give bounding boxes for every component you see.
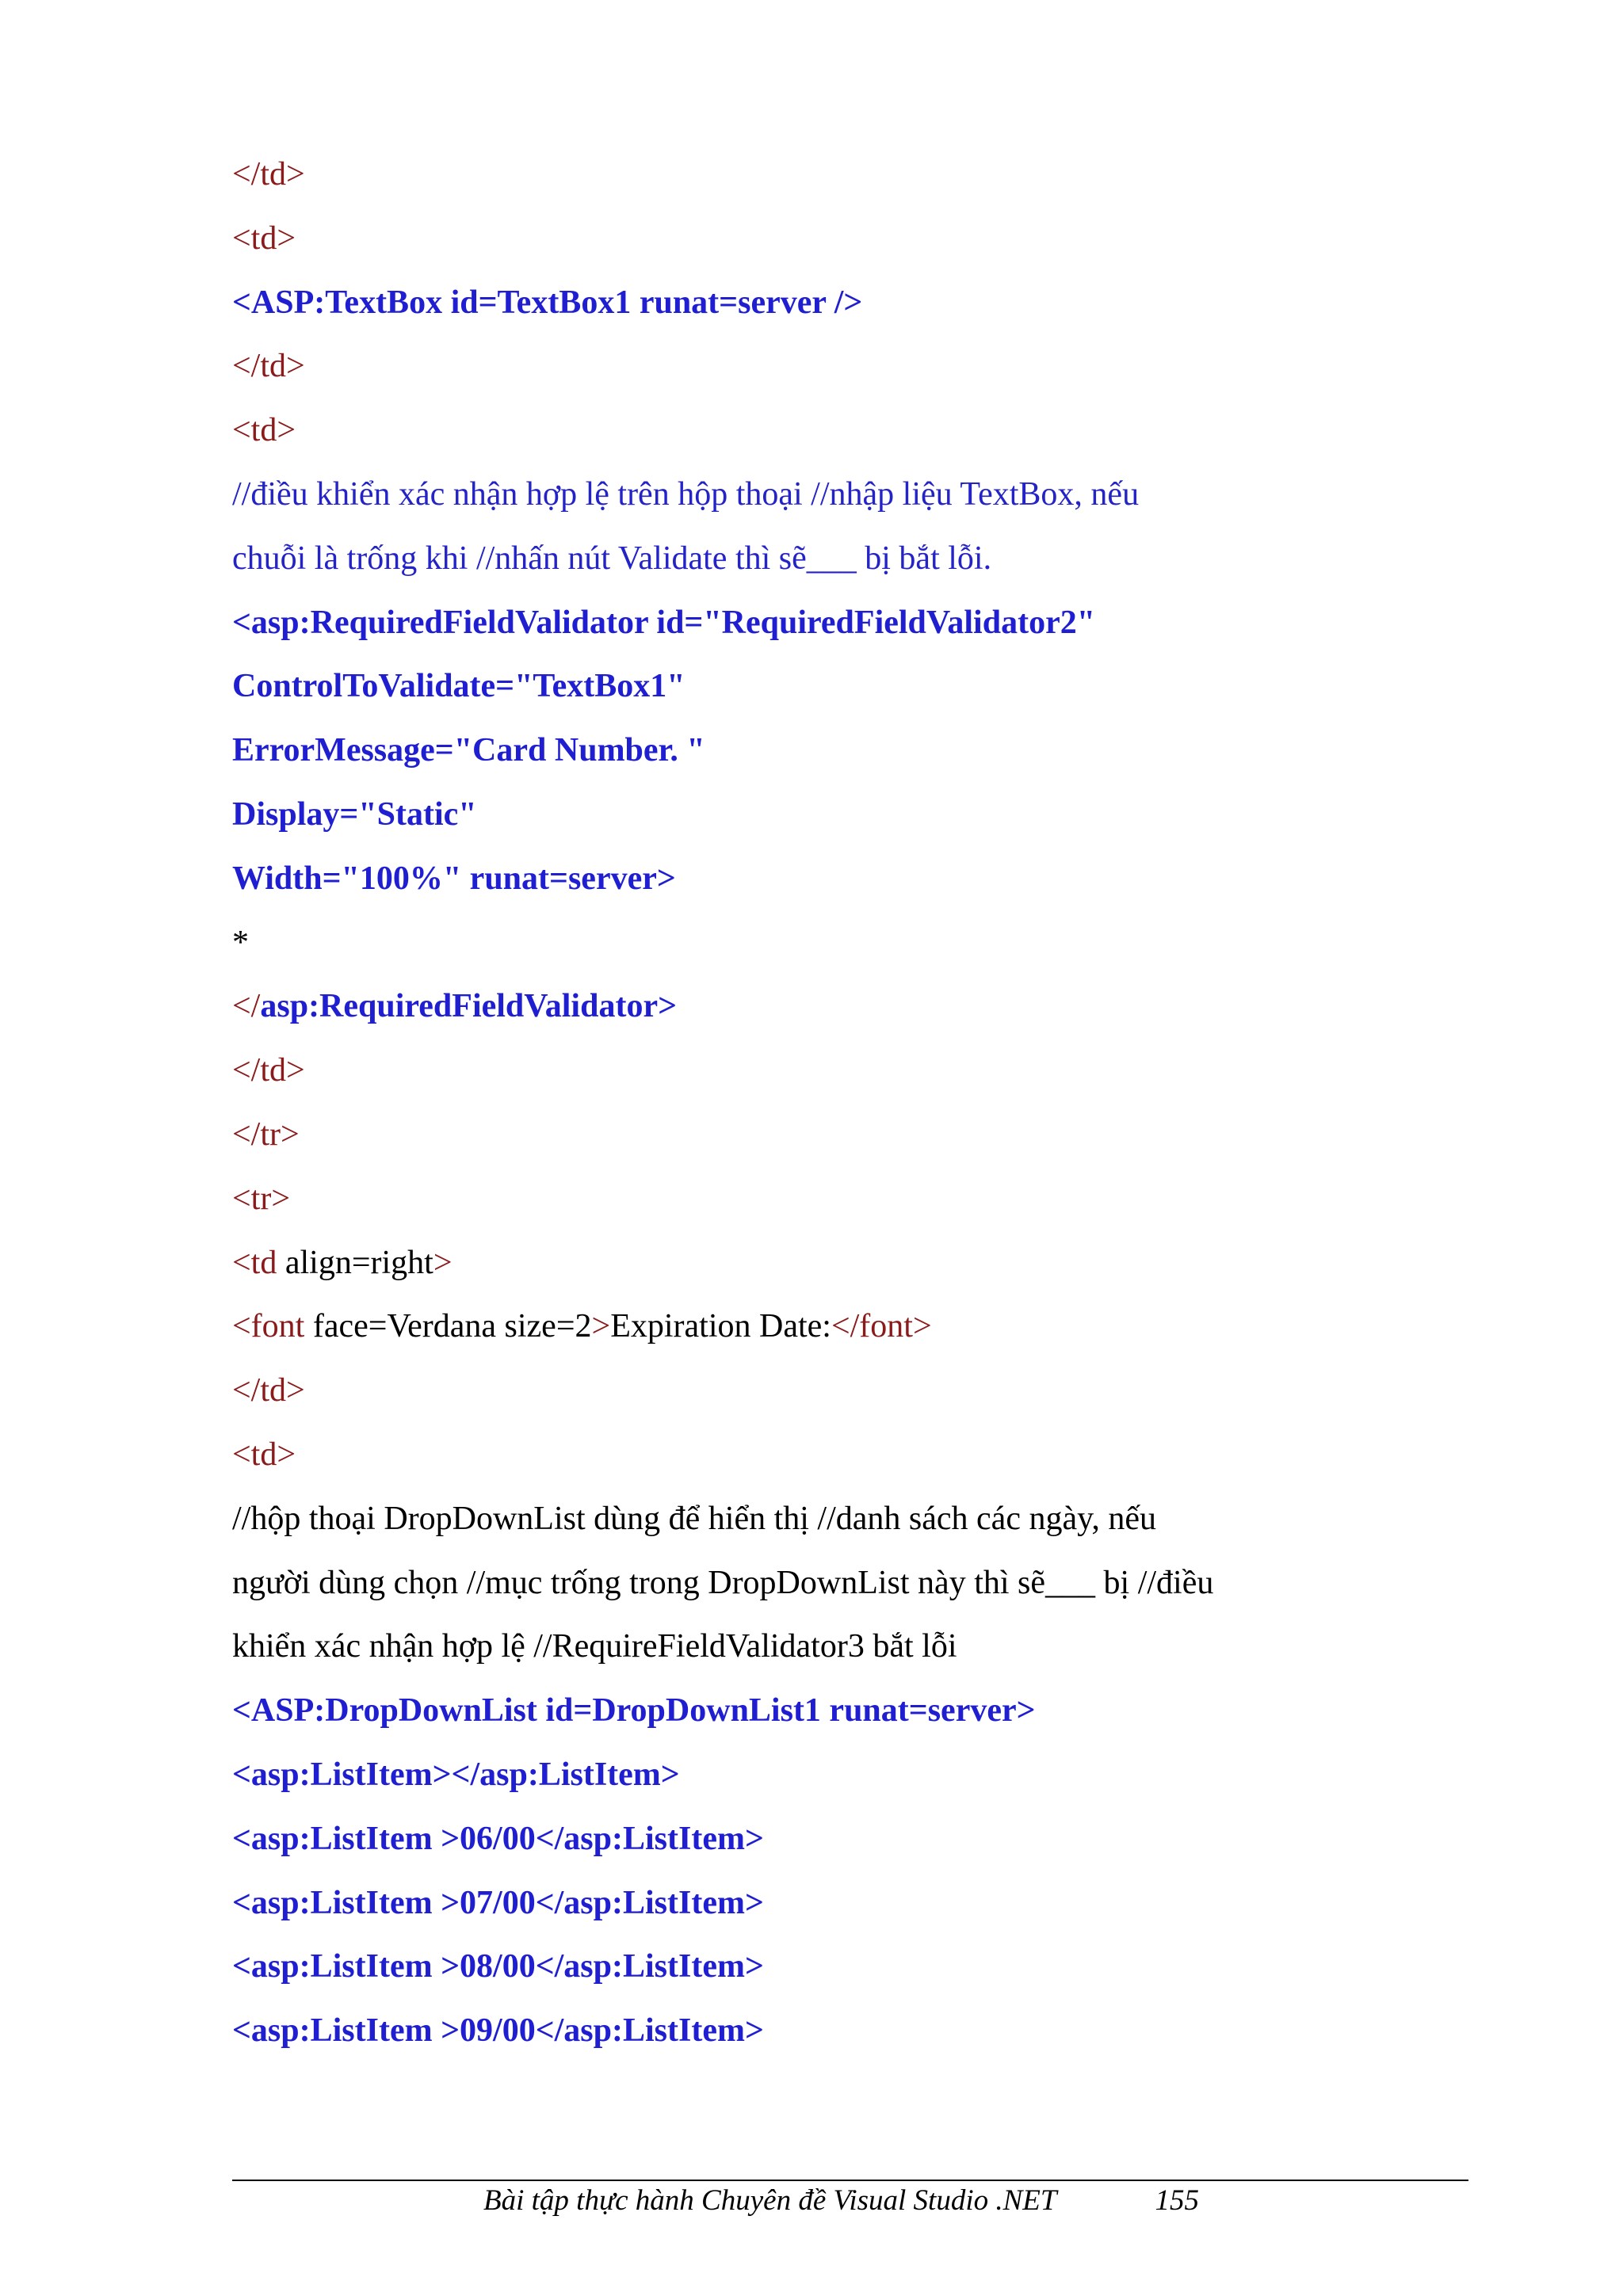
- code-segment: <asp:ListItem >06/00</asp:ListItem>: [232, 1820, 764, 1857]
- code-segment: align=right: [277, 1244, 433, 1281]
- code-line: [232, 1359, 1453, 1423]
- code-segment: </tr>: [232, 1116, 300, 1153]
- code-segment: >: [433, 1244, 453, 1281]
- code-segment: </: [232, 988, 261, 1025]
- code-line: [232, 1295, 1453, 1359]
- code-line: [232, 1679, 1453, 1743]
- footer-title: Bài tập thực hành Chuyên đề Visual Studio .NET: [483, 2184, 1057, 2217]
- code-line: [232, 1039, 1453, 1103]
- code-line: [232, 1423, 1453, 1487]
- code-line: [232, 974, 1453, 1039]
- code-segment: <asp:ListItem></asp:ListItem>: [232, 1756, 680, 1793]
- page-number: 155: [1155, 2184, 1199, 2217]
- code-line: [232, 271, 1453, 335]
- code-segment: >: [591, 1308, 611, 1345]
- footer-divider: [232, 2180, 1468, 2181]
- code-segment: khiển xác nhận hợp lệ //RequireFieldValidator3 bắt lỗi: [232, 1628, 957, 1665]
- code-segment: <td>: [232, 412, 296, 449]
- code-segment: <asp:ListItem >09/00</asp:ListItem>: [232, 2012, 764, 2050]
- code-line: [232, 1231, 1453, 1295]
- code-line: [232, 654, 1453, 719]
- code-segment: *: [232, 924, 249, 961]
- code-segment: <tr>: [232, 1180, 291, 1217]
- code-segment: ErrorMessage="Card Number. ": [232, 732, 705, 769]
- code-line: [232, 1615, 1453, 1679]
- code-segment: asp:RequiredFieldValidator>: [260, 988, 678, 1025]
- code-segment: <asp:ListItem >08/00</asp:ListItem>: [232, 1948, 764, 1985]
- code-line: [232, 783, 1453, 847]
- code-segment: Expiration Date:: [610, 1308, 831, 1345]
- code-line: [232, 1871, 1453, 1936]
- code-line: [232, 1743, 1453, 1807]
- code-line: [232, 143, 1453, 207]
- code-segment: //điều khiển xác nhận hợp lệ trên hộp thoại //nhập liệu TextBox, nếu: [232, 475, 1140, 513]
- code-segment: ControlToValidate="TextBox1": [232, 668, 685, 705]
- page-footer: [483, 2183, 1199, 2218]
- code-line: [232, 1807, 1453, 1871]
- code-segment: </td>: [232, 348, 305, 385]
- code-segment: người dùng chọn //mục trống trong DropDownList này thì sẽ___ bị //điều: [232, 1564, 1214, 1601]
- code-line: [232, 1999, 1453, 2063]
- code-segment: <font: [232, 1308, 305, 1345]
- code-segment: <asp:RequiredFieldValidator id="RequiredFieldValidator2": [232, 604, 1096, 641]
- code-segment: </td>: [232, 1372, 305, 1409]
- code-segment: //hộp thoại DropDownList dùng để hiển thị //danh sách các ngày, nếu: [232, 1500, 1157, 1537]
- code-segment: </td>: [232, 156, 305, 193]
- code-segment: Display="Static": [232, 795, 477, 833]
- code-line: [232, 1935, 1453, 1999]
- code-segment: <ASP:TextBox id=TextBox1 runat=server />: [232, 284, 863, 321]
- code-line: [232, 719, 1453, 783]
- code-line: [232, 1551, 1453, 1615]
- code-line: [232, 463, 1453, 527]
- code-line: [232, 527, 1453, 591]
- code-segment: chuỗi là trống khi //nhấn nút Validate thì sẽ___ bị bắt lỗi.: [232, 540, 992, 577]
- code-segment: <td: [232, 1244, 277, 1281]
- code-segment: <asp:ListItem >07/00</asp:ListItem>: [232, 1884, 764, 1921]
- code-line: [232, 1167, 1453, 1231]
- code-line: [232, 911, 1453, 975]
- code-segment: <td>: [232, 1436, 296, 1473]
- code-segment: face=Verdana size=2: [304, 1308, 592, 1345]
- code-line: [232, 207, 1453, 271]
- code-line: [232, 334, 1453, 399]
- code-segment: </font>: [831, 1308, 932, 1345]
- code-line: [232, 399, 1453, 463]
- code-segment: <td>: [232, 219, 296, 257]
- code-line: [232, 1103, 1453, 1167]
- code-listing: [232, 143, 1453, 2063]
- code-segment: Width="100%" runat=server>: [232, 860, 676, 897]
- code-line: [232, 591, 1453, 655]
- code-segment: <ASP:DropDownList id=DropDownList1 runat=server>: [232, 1692, 1036, 1730]
- code-segment: </td>: [232, 1052, 305, 1089]
- code-line: [232, 1487, 1453, 1551]
- code-line: [232, 847, 1453, 911]
